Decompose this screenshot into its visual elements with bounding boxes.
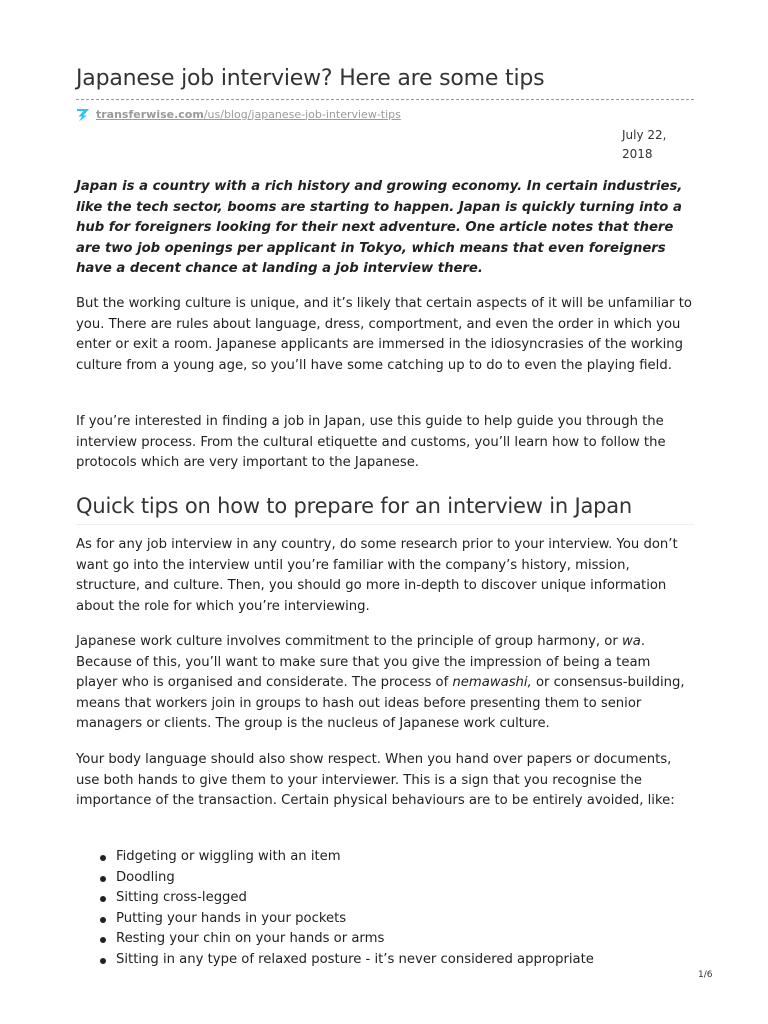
list-item [76,909,694,930]
publish-date: July 22, 2018 [622,128,667,161]
bullet-icon [100,876,106,882]
list-item-text: Resting your chin on your hands or arms [116,931,385,946]
lead-paragraph: Japan is a country with a rich history and growing economy. In certain industries, like the tech sector, booms are starting to happen. Japan is quickly turning into a hub for foreigners looking for their next adventure. One article notes that there are two job openings per applicant in Tokyo, which means that even foreigners have a decent chance at landing a job interview there. [76,179,683,276]
avoid-behaviours-list [76,847,694,970]
title-divider [76,99,694,100]
bullet-icon [100,917,106,923]
bullet-icon [100,896,106,902]
list-item [76,950,694,971]
body-language-paragraph: Your body language should also show respect. When you hand over papers or documents, use both hands to give them to your interviewer. This is a sign that you recognise the importance of the transaction. Certain physical behaviours are to be entirely avoided, like: [76,752,675,808]
list-item-text: Putting your hands in your pockets [116,910,347,926]
harmony-text-part2: . Because of this, you’ll want to make sure that you give the impression of being a team player who is organised and considerate. The process of [76,634,651,690]
harmony-text-part1: Japanese work culture involves commitment to the principle of group harmony, or [76,634,622,649]
source-path-link[interactable]: /us/blog/japanese-job-interview-tips [203,107,401,121]
bullet-icon [100,937,106,943]
harmony-text-part3: or consensus-building, means that workers join in groups to hash out ideas before presenting them to senior managers or clients. The group is the nucleus of Japanese work culture. [76,675,685,731]
group-harmony-paragraph [76,632,694,735]
intro-paragraph-culture: But the working culture is unique, and it’s likely that certain aspects of it will be unfamiliar to you. There are rules about language, dress, comportment, and even the order in which you enter or exit a room. Japanese applicants are immersed in the idiosyncrasies of the working culture from a young age, so you’ll have some catching up to do to even the playing field. [76,296,692,373]
list-item-text: Sitting in any type of relaxed posture - it’s never considered appropriate [116,951,594,967]
list-item [76,847,694,868]
section-heading: Quick tips on how to prepare for an interview in Japan [76,494,694,525]
list-item-text: Doodling [116,869,175,885]
source-url[interactable] [76,103,401,125]
transferwise-logo-icon [76,106,90,122]
article-title: Japanese job interview? Here are some tips [76,66,545,91]
source-domain-link[interactable]: transferwise.com [96,107,204,121]
intro-paragraph-guide: If you’re interested in finding a job in Japan, use this guide to help guide you through the interview process. From the cultural etiquette and customs, you’ll learn how to follow the protocols which are very important to the Japanese. [76,414,666,470]
research-paragraph: As for any job interview in any country, do some research prior to your interview. You don’t want go into the interview until you’re familiar with the company’s history, mission, structure, and culture. Then, you should go more in-depth to discover unique information about the role for which you’re interviewing. [76,537,678,614]
list-item-text: Fidgeting or wiggling with an item [116,849,341,864]
nemawashi-term: nemawashi, [452,675,532,690]
page-number: 1/6 [698,970,713,980]
bullet-icon [100,958,106,964]
list-item [76,888,694,909]
list-item-text: Sitting cross-legged [116,890,247,905]
list-item [76,868,694,889]
wa-term: wa [621,634,641,649]
list-item [76,929,694,950]
bullet-icon [100,855,106,861]
